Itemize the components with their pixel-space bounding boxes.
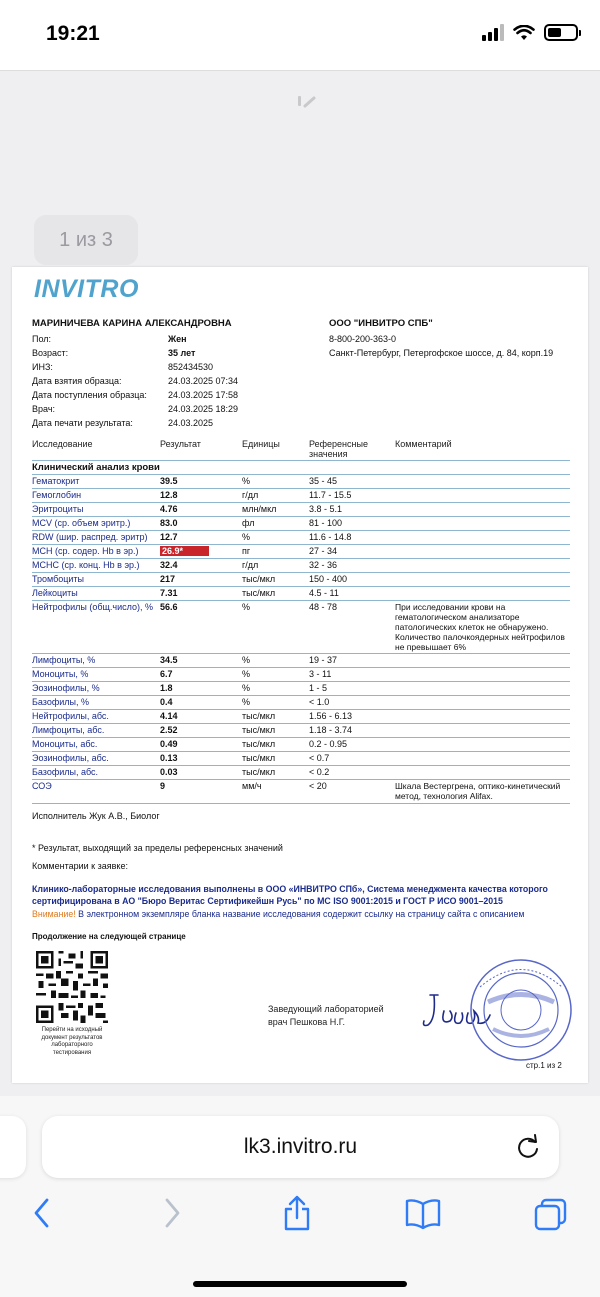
test-name-text: Базофилы, абс. — [32, 767, 99, 777]
test-unit-text: % — [242, 697, 251, 707]
test-name-text: MCH (ср. содер. Hb в эр.) — [32, 546, 139, 556]
table-row — [32, 738, 570, 752]
test-name-text: Лимфоциты, % — [32, 655, 96, 665]
table-row — [32, 531, 570, 545]
test-unit — [242, 668, 309, 681]
test-comment — [395, 573, 570, 586]
test-unit — [242, 724, 309, 737]
test-unit — [242, 682, 309, 695]
patient-row: Дата печати результата: 24.03.2025 — [32, 418, 214, 428]
back-icon[interactable] — [32, 1196, 52, 1230]
table-header — [32, 439, 570, 461]
test-name[interactable] — [32, 738, 160, 751]
test-unit-text: % — [242, 683, 251, 693]
test-unit-text: % — [242, 655, 251, 665]
battery-icon — [544, 24, 578, 41]
test-reference — [309, 738, 395, 751]
test-unit-text: % — [242, 602, 251, 612]
test-name[interactable] — [32, 489, 160, 502]
lab-organization — [329, 317, 553, 360]
test-reference — [309, 531, 395, 544]
browser-toolbar — [0, 1196, 600, 1240]
test-name-text: СОЭ — [32, 781, 52, 791]
test-name[interactable] — [32, 475, 160, 488]
patient-name: МАРИНИЧЕВА КАРИНА АЛЕКСАНДРОВНА — [32, 318, 232, 329]
test-name-text: Тромбоциты — [32, 574, 85, 584]
test-unit-text: г/дл — [242, 490, 259, 500]
section-title: Клинический анализ крови — [32, 461, 570, 475]
qr-code-icon[interactable] — [36, 951, 108, 1023]
test-unit-text: % — [242, 532, 251, 542]
test-reference-text: 32 - 36 — [309, 560, 338, 570]
qr-caption: Перейти на исходный документ результатов лабораторного тестирования — [41, 1027, 103, 1056]
header-comment: Комментарий — [395, 439, 452, 449]
patient-info — [32, 317, 238, 430]
page-indicator: 1 из 3 — [34, 215, 138, 265]
test-result-text: 0.49 — [160, 739, 178, 749]
test-result — [160, 780, 242, 803]
table-row — [32, 475, 570, 489]
test-reference-text: 4.5 - 11 — [309, 588, 339, 598]
test-name[interactable] — [32, 587, 160, 600]
test-reference-text: 1.56 - 6.13 — [309, 711, 353, 721]
table-row — [32, 517, 570, 531]
tabs-icon[interactable] — [534, 1198, 568, 1232]
test-reference-text: 3 - 11 — [309, 669, 332, 679]
test-result-text: 9 — [160, 781, 166, 791]
test-reference-text: 11.6 - 14.8 — [309, 532, 352, 542]
test-comment — [395, 587, 570, 600]
footnote: * Результат, выходящий за пределы референсных значений — [32, 843, 283, 853]
test-unit-text: тыс/мкл — [242, 753, 276, 763]
test-reference-text: 3.8 - 5.1 — [309, 504, 343, 514]
test-unit — [242, 654, 309, 667]
test-name-text: Моноциты, % — [32, 669, 89, 679]
test-reference-text: 0.2 - 0.95 — [309, 739, 348, 749]
test-reference — [309, 780, 395, 803]
test-result — [160, 766, 242, 779]
test-reference-text: 150 - 400 — [309, 574, 348, 584]
header-reference: Референсные значения — [309, 439, 368, 459]
test-name[interactable] — [32, 654, 160, 667]
test-name[interactable] — [32, 696, 160, 709]
test-comment — [395, 780, 570, 803]
test-reference-text: 1.18 - 3.74 — [309, 725, 353, 735]
test-reference — [309, 752, 395, 765]
test-result — [160, 503, 242, 516]
lab-result-page — [12, 267, 588, 1083]
test-reference — [309, 587, 395, 600]
test-unit — [242, 601, 309, 653]
attention-label: Внимание! — [32, 909, 76, 919]
test-name[interactable] — [32, 668, 160, 681]
test-reference — [309, 545, 395, 558]
lab-certification-note: Клинико-лабораторные исследования выполнены в ООО «ИНВИТРО СПб», Система менеджмента качества которого сертифицирована в АО "Бюро Веритас Сертификейшн Русь" по МС ISO 9001:2015 и ГОСТ Р ИСО 9001–2015 — [32, 884, 548, 906]
test-result-text: 4.14 — [160, 711, 178, 721]
test-result — [160, 696, 242, 709]
test-name[interactable] — [32, 710, 160, 723]
test-name-text: Эритроциты — [32, 504, 84, 514]
test-name-text: Эозинофилы, % — [32, 683, 100, 693]
org-phone: 8-800-200-363-0 — [329, 334, 397, 344]
test-name-text: Нейтрофилы, абс. — [32, 711, 109, 721]
test-reference-text: 48 - 78 — [309, 602, 338, 612]
test-unit-text: мм/ч — [242, 781, 262, 791]
test-result — [160, 587, 242, 600]
patient-row: Дата взятия образца: 24.03.2025 07:34 — [32, 376, 239, 386]
test-reference-text: < 0.7 — [309, 753, 330, 763]
test-name-text: MCHC (ср. конц. Hb в эр.) — [32, 560, 140, 570]
test-result — [160, 573, 242, 586]
results-table — [32, 439, 570, 804]
test-result-text: 6.7 — [160, 669, 173, 679]
test-result — [160, 489, 242, 502]
test-comment — [395, 682, 570, 695]
test-unit — [242, 780, 309, 803]
test-result-text: 2.52 — [160, 725, 178, 735]
test-result — [160, 738, 242, 751]
patient-row: Пол: Жен — [32, 334, 187, 344]
document-viewer[interactable] — [0, 70, 600, 1110]
test-comment — [395, 545, 570, 558]
table-row — [32, 601, 570, 654]
test-name[interactable] — [32, 517, 160, 530]
table-row — [32, 780, 570, 804]
header-units: Единицы — [242, 439, 280, 449]
test-name[interactable] — [32, 752, 160, 765]
test-reference-text: 35 - 45 — [309, 476, 338, 486]
test-comment — [395, 559, 570, 572]
test-result-text: 83.0 — [160, 518, 178, 528]
patient-row: Возраст: 35 лет — [32, 348, 196, 358]
test-reference-text: < 20 — [309, 781, 327, 791]
test-result — [160, 545, 242, 558]
table-row — [32, 724, 570, 738]
test-result-text: 4.76 — [160, 504, 178, 514]
patient-row: Врач: 24.03.2025 18:29 — [32, 404, 239, 414]
url-text[interactable]: lk3.invitro.ru — [243, 1135, 358, 1158]
test-unit — [242, 710, 309, 723]
test-name-text: MCV (ср. объем эритр.) — [32, 518, 131, 528]
previous-tab-preview[interactable] — [0, 1116, 26, 1178]
org-address: Санкт-Петербург, Петергофское шоссе, д. 84, корп.19 — [329, 348, 554, 358]
test-reference — [309, 696, 395, 709]
test-unit — [242, 766, 309, 779]
test-unit — [242, 559, 309, 572]
test-reference — [309, 475, 395, 488]
test-reference — [309, 668, 395, 681]
test-unit-text: тыс/мкл — [242, 588, 276, 598]
invitro-logo: INVITRO — [34, 275, 139, 303]
table-row — [32, 766, 570, 780]
test-comment — [395, 489, 570, 502]
header-result: Результат — [160, 439, 201, 449]
test-comment — [395, 531, 570, 544]
test-result-text: 0.13 — [160, 753, 178, 763]
test-comment — [395, 696, 570, 709]
test-name[interactable] — [32, 766, 160, 779]
test-reference — [309, 503, 395, 516]
test-reference — [309, 559, 395, 572]
test-name[interactable] — [32, 573, 160, 586]
test-reference-text: < 1.0 — [309, 697, 330, 707]
test-comment-text: Шкала Вестергрена, оптико-кинетический метод, технология Alifax. — [395, 781, 561, 801]
test-result — [160, 601, 242, 653]
test-reference — [309, 724, 395, 737]
patient-row: ИНЗ: 852434530 — [32, 362, 214, 372]
test-result-text: 56.6 — [160, 602, 178, 612]
test-name[interactable] — [32, 724, 160, 737]
forward-icon[interactable] — [162, 1196, 182, 1230]
table-row — [32, 503, 570, 517]
test-result-text: 12.8 — [160, 490, 178, 500]
test-result-text: 32.4 — [160, 560, 178, 570]
test-unit — [242, 545, 309, 558]
test-name-text: Моноциты, абс. — [32, 739, 98, 749]
flagged-result: 26.9* — [160, 546, 209, 556]
table-row — [32, 696, 570, 710]
home-indicator[interactable] — [193, 1281, 407, 1287]
patient-row: Дата поступления образца: 24.03.2025 17:58 — [32, 390, 239, 400]
test-name-text: RDW (шир. распред. эритр) — [32, 532, 148, 542]
test-name-text: Гемоглобин — [32, 490, 82, 500]
test-comment — [395, 601, 570, 653]
head-lab-title: Заведующий лабораторией — [268, 1004, 384, 1014]
status-icons — [482, 24, 578, 41]
test-result — [160, 682, 242, 695]
test-reference — [309, 601, 395, 653]
test-comment — [395, 724, 570, 737]
table-row — [32, 559, 570, 573]
test-unit-text: тыс/мкл — [242, 767, 276, 777]
test-result — [160, 724, 242, 737]
markup-pencil-icon[interactable] — [296, 94, 318, 110]
head-lab-name: врач Пешкова Н.Г. — [268, 1017, 345, 1027]
test-comment — [395, 503, 570, 516]
test-comment — [395, 766, 570, 779]
test-unit-text: % — [242, 669, 251, 679]
test-result-text: 7.31 — [160, 588, 178, 598]
header-test: Исследование — [32, 439, 93, 449]
test-name[interactable] — [32, 601, 160, 653]
test-comment — [395, 654, 570, 667]
test-reference-text: 1 - 5 — [309, 683, 328, 693]
test-unit-text: тыс/мкл — [242, 739, 276, 749]
table-row — [32, 545, 570, 559]
test-reference — [309, 517, 395, 530]
test-name-text: Гематокрит — [32, 476, 80, 486]
test-unit-text: фл — [242, 518, 255, 528]
continue-note: Продолжение на следующей странице — [32, 932, 186, 941]
test-result-text: 34.5 — [160, 655, 178, 665]
test-unit-text: тыс/мкл — [242, 574, 276, 584]
test-unit — [242, 503, 309, 516]
test-result — [160, 475, 242, 488]
table-row — [32, 573, 570, 587]
test-result-text: 12.7 — [160, 532, 178, 542]
test-unit-text: млн/мкл — [242, 504, 277, 514]
table-row — [32, 668, 570, 682]
test-reference — [309, 710, 395, 723]
test-unit-text: % — [242, 476, 251, 486]
test-comment — [395, 752, 570, 765]
test-unit — [242, 573, 309, 586]
test-result — [160, 559, 242, 572]
test-unit — [242, 587, 309, 600]
test-reference — [309, 682, 395, 695]
test-name-text: Базофилы, % — [32, 697, 89, 707]
test-name[interactable] — [32, 559, 160, 572]
test-comment-text: При исследовании крови на гематологическом анализаторе патологических клеток не обнаружено. Количество палочкоядерных нейтрофилов не превышает 6% — [395, 602, 565, 652]
table-row — [32, 587, 570, 601]
page-number: стр.1 из 2 — [526, 1061, 562, 1070]
bookmarks-icon[interactable] — [404, 1198, 442, 1230]
test-unit — [242, 489, 309, 502]
test-unit — [242, 752, 309, 765]
attention-note — [32, 909, 577, 919]
test-comment — [395, 517, 570, 530]
test-reference — [309, 489, 395, 502]
comments-label: Комментарии к заявке: — [32, 861, 128, 871]
table-row — [32, 682, 570, 696]
test-result-text: 0.4 — [160, 697, 173, 707]
test-result — [160, 752, 242, 765]
wifi-icon — [513, 25, 535, 41]
test-name-text: Лейкоциты — [32, 588, 78, 598]
test-comment — [395, 668, 570, 681]
test-comment — [395, 738, 570, 751]
test-result-text: 217 — [160, 574, 176, 584]
test-name-text: Лимфоциты, абс. — [32, 725, 105, 735]
test-reference-text: < 0.2 — [309, 767, 330, 777]
test-result — [160, 710, 242, 723]
test-result — [160, 654, 242, 667]
browser-bar — [0, 1096, 600, 1297]
test-unit — [242, 517, 309, 530]
test-name-text: Нейтрофилы (общ.число), % — [32, 602, 153, 612]
test-reference-text: 19 - 37 — [309, 655, 338, 665]
test-name[interactable] — [32, 682, 160, 695]
test-comment — [395, 710, 570, 723]
test-result-text: 0.03 — [160, 767, 178, 777]
reload-icon[interactable] — [515, 1134, 541, 1160]
test-reference — [309, 766, 395, 779]
test-comment — [395, 475, 570, 488]
head-of-laboratory — [268, 1003, 384, 1029]
test-unit-text: тыс/мкл — [242, 725, 276, 735]
attention-text: В электронном экземпляре бланка название исследования содержит ссылку на страницу сайта с описанием — [75, 909, 525, 919]
test-result-text: 1.8 — [160, 683, 173, 693]
status-time: 19:21 — [46, 22, 100, 45]
test-unit-text: г/дл — [242, 560, 259, 570]
test-name[interactable] — [32, 780, 160, 803]
test-unit-text: тыс/мкл — [242, 711, 276, 721]
address-bar[interactable] — [42, 1116, 559, 1178]
test-name[interactable] — [32, 503, 160, 516]
table-row — [32, 752, 570, 766]
test-unit — [242, 475, 309, 488]
performer: Исполнитель Жук А.В., Биолог — [32, 811, 160, 821]
test-reference — [309, 654, 395, 667]
test-result — [160, 668, 242, 681]
org-name: ООО "ИНВИТРО СПБ" — [329, 318, 433, 329]
test-name-text: Эозинофилы, абс. — [32, 753, 109, 763]
test-unit — [242, 696, 309, 709]
table-row — [32, 654, 570, 668]
cellular-signal-icon — [482, 24, 504, 41]
lab-stamp-icon — [468, 957, 574, 1063]
test-result-text: 39.5 — [160, 476, 178, 486]
table-row — [32, 710, 570, 724]
status-bar — [0, 0, 600, 70]
share-icon[interactable] — [282, 1194, 312, 1232]
test-reference-text: 11.7 - 15.5 — [309, 490, 352, 500]
test-unit-text: пг — [242, 546, 251, 556]
test-result — [160, 517, 242, 530]
test-name[interactable] — [32, 545, 160, 558]
table-row — [32, 489, 570, 503]
test-name[interactable] — [32, 531, 160, 544]
test-reference — [309, 573, 395, 586]
table-body — [32, 475, 570, 804]
test-unit — [242, 531, 309, 544]
test-unit — [242, 738, 309, 751]
test-reference-text: 27 - 34 — [309, 546, 338, 556]
test-result — [160, 531, 242, 544]
test-reference-text: 81 - 100 — [309, 518, 343, 528]
